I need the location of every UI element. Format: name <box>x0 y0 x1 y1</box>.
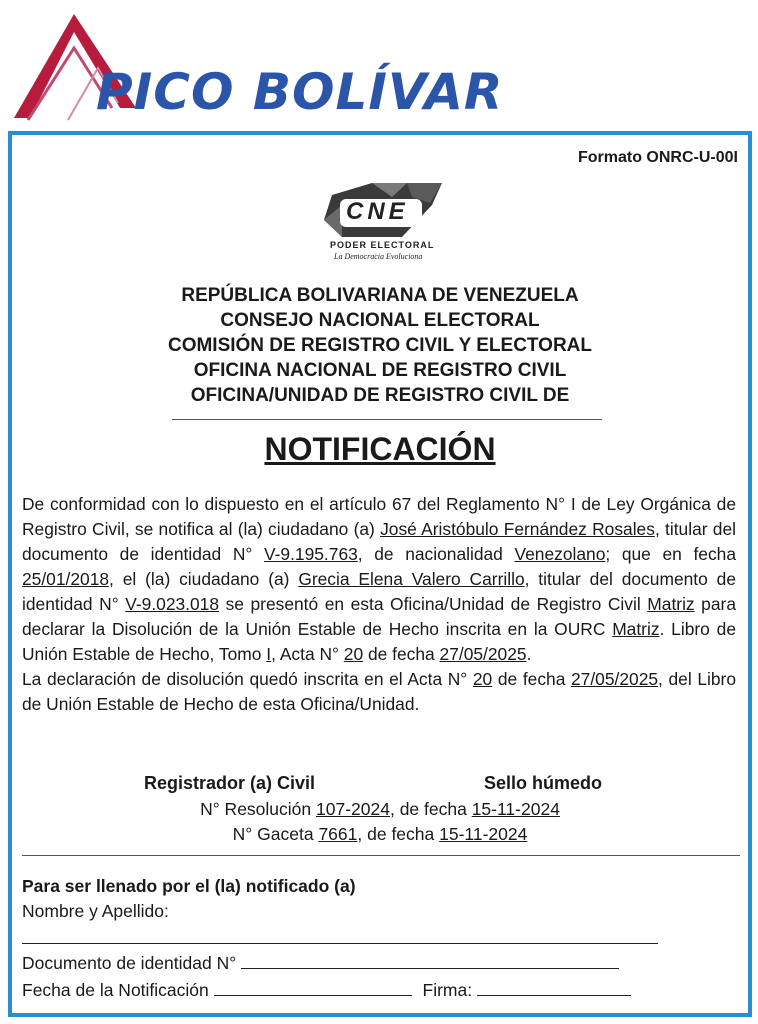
heading-commission: COMISIÓN DE REGISTRO CIVIL Y ELECTORAL <box>167 335 593 356</box>
resolution-date: 15-11-2024 <box>471 799 560 819</box>
notified-name: José Aristóbulo Fernández Rosales <box>380 519 655 539</box>
cne-tagline-2: La Democracia Evoluciona <box>334 252 423 261</box>
dissolution-acta-date: 27/05/2025 <box>571 669 659 689</box>
signature-label: Firma: <box>422 980 473 1000</box>
heading-unit-office: OFICINA/UNIDAD DE REGISTRO CIVIL DE <box>190 385 570 406</box>
body-text-2: , titular del documento de identidad N° <box>22 519 737 564</box>
date-signature-row <box>22 977 631 1001</box>
other-party-name: Grecia Elena Valero Carrillo <box>298 569 525 589</box>
notified-id: V-9.195.763 <box>263 544 358 564</box>
resolution-prefix: N° Resolución <box>200 799 316 819</box>
body-text-14: de fecha <box>492 669 571 689</box>
gazette-number: 7661 <box>318 824 358 844</box>
body-text-8: para declarar la Disolución de la Unión Estable de Hecho inscrita en la OURC <box>22 594 736 639</box>
signature-field[interactable] <box>477 977 631 996</box>
resolution-line <box>12 799 748 820</box>
id-label: Documento de identidad N° <box>22 953 237 973</box>
body-text-10: , Acta N° <box>271 644 344 664</box>
ourc-office: Matriz <box>612 619 660 639</box>
dissolution-acta-number: 20 <box>472 669 493 689</box>
notified-section-heading: Para ser llenado por el (la) notificado (a) <box>22 876 356 896</box>
body-text-5: , el (la) ciudadano (a) <box>109 569 299 589</box>
heading-cne: CONSEJO NACIONAL ELECTORAL <box>220 310 540 331</box>
cne-letters: CNE <box>346 198 409 225</box>
id-row <box>22 950 619 974</box>
registry-office: Matriz <box>647 594 695 614</box>
name-field[interactable] <box>22 925 658 949</box>
notification-body <box>22 492 736 717</box>
heading-republic: REPÚBLICA BOLIVARIANA DE VENEZUELA <box>181 285 579 306</box>
heading-national-office: OFICINA NACIONAL DE REGISTRO CIVIL <box>193 360 567 381</box>
body-text-6: , titular del documento de identidad N° <box>22 569 736 614</box>
resolution-number: 107-2024 <box>316 799 390 819</box>
body-text-12: . <box>526 644 532 664</box>
other-party-id: V-9.023.018 <box>125 594 220 614</box>
gazette-prefix: N° Gaceta <box>232 824 319 844</box>
form-code: Formato ONRC-U-00I <box>577 149 738 166</box>
name-label: Nombre y Apellido: <box>22 901 169 921</box>
gazette-date: 15-11-2024 <box>439 824 528 844</box>
cne-tagline-1: PODER ELECTORAL <box>330 240 435 250</box>
date-label: Fecha de la Notificación <box>22 980 209 1000</box>
presentation-date: 25/01/2018 <box>22 569 110 589</box>
resolution-mid: , de fecha <box>389 799 472 819</box>
body-text-7: se presentó en esta Oficina/Unidad de Registro Civil <box>219 594 648 614</box>
gazette-mid: , de fecha <box>357 824 440 844</box>
brand-logo <box>8 8 504 126</box>
body-text-9: . Libro de Unión Estable de Hecho, Tomo <box>22 619 736 664</box>
body-text-4: ; que en fecha <box>605 544 736 564</box>
acta-date: 27/05/2025 <box>439 644 527 664</box>
date-field[interactable] <box>214 977 412 996</box>
acta-number: 20 <box>343 644 364 664</box>
gazette-line <box>12 824 748 845</box>
body-text-15: , del Libro de Unión Estable de Hecho de esta Oficina/Unidad. <box>22 669 737 714</box>
document-frame <box>8 131 752 1017</box>
nationality: Venezolano <box>514 544 606 564</box>
body-text-3: , de nacionalidad <box>357 544 515 564</box>
id-field[interactable] <box>241 950 619 969</box>
body-text-11: de fecha <box>363 644 440 664</box>
book-tomo: I <box>266 644 272 664</box>
brand-name: PICO BOLÍVAR <box>96 63 504 121</box>
registrar-label: Registrador (a) Civil <box>144 773 316 793</box>
seal-label: Sello húmedo <box>484 773 603 793</box>
document-title: NOTIFICACIÓN <box>264 431 496 467</box>
body-text-1: De conformidad con lo dispuesto en el artículo 67 del Reglamento N° I de Ley Orgánica de Registro Civil, se notifica al (la) ciudadano (a) <box>22 494 736 539</box>
section-divider <box>22 855 740 856</box>
heading-rule <box>172 419 602 420</box>
cne-logo <box>312 175 452 265</box>
body-text-13: La declaración de disolución quedó inscrita en el Acta N° <box>22 669 473 689</box>
